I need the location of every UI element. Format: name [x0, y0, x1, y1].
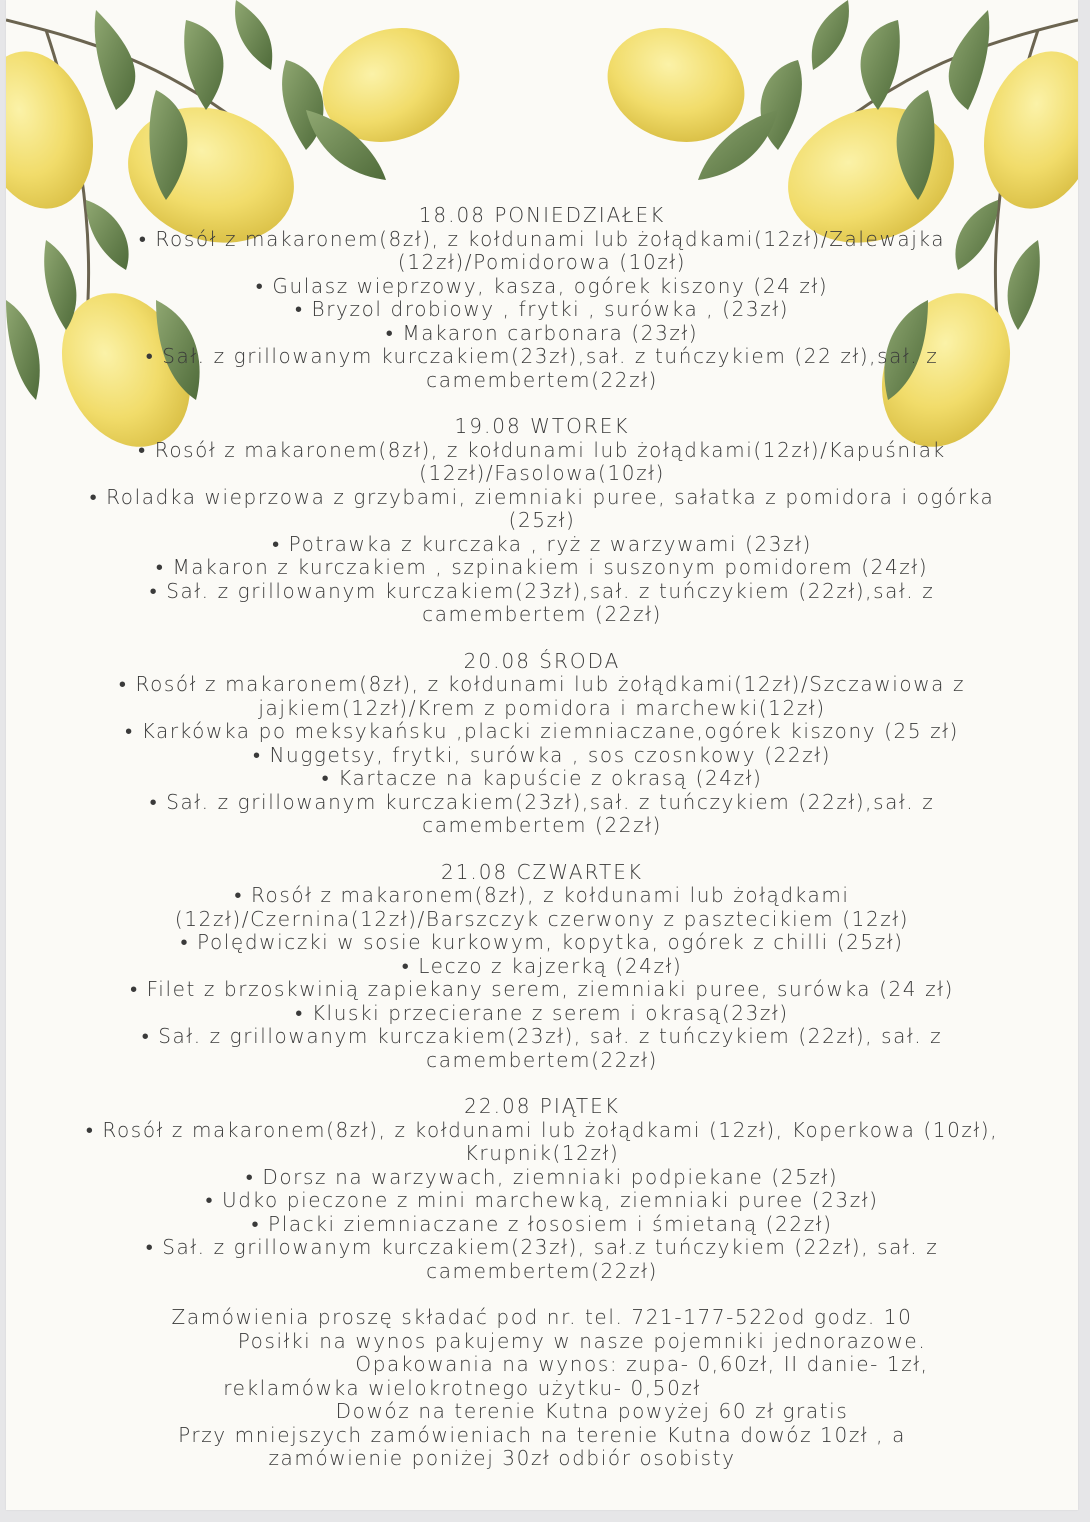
menu-item: • Makaron z kurczakiem , szpinakiem i suszonym pomidorem (24zł) — [155, 555, 929, 579]
order-phone-line: Zamówienia proszę składać pod nr. tel. 721-177-522od godz. 10 — [171, 1305, 913, 1329]
menu-item: • Placki ziemniaczane z łososiem i śmietaną (22zł) — [251, 1211, 833, 1236]
menu-item: • Polędwiczki w sosie kurkowym, kopytka, ogórek z chilli (25zł) — [180, 930, 904, 954]
menu-item: • Sał. z grillowanym kurczakiem(23zł), sał.z tuńczykiem (22zł), sał. z camembertem(22zł) — [145, 1235, 939, 1283]
menu-item: • Makaron carbonara (23zł) — [385, 320, 699, 345]
menu-item: • Rosół z makaronem(8zł), z kołdunami lub żołądkami(12zł)/Szczawiowa z jajkiem(12zł)/Krem z pomidora i marchewki(12zł) — [118, 672, 966, 720]
menu-item: • Kluski przecierane z serem i okrasą(23zł) — [295, 1000, 789, 1025]
menu-content — [6, 204, 1078, 1471]
packaging-prices-line: Opakowania na wynos: zupa- 0,60zł, II danie- 1zł, — [355, 1352, 929, 1376]
day-title: 20.08 ŚRODA — [463, 648, 621, 673]
menu-item: • Rosół z makaronem(8zł), z kołdunami lub żołądkami (12zł)/Czernina(12zł)/Barszczyk czerwony z pasztecikiem (12zł) — [174, 883, 910, 931]
free-delivery-line: Dowóz na terenie Kutna powyżej 60 zł gratis — [335, 1399, 849, 1423]
menu-item: • Rosół z makaronem(8zł), z kołdunami lub żołądkami (12zł), Koperkowa (10zł), Krupnik(12zł) — [85, 1117, 999, 1165]
menu-item: • Sał. z grillowanym kurczakiem(23zł),sał. z tuńczykiem (22 zł),sał. z camembertem(22zł) — [145, 344, 939, 392]
menu-sheet — [6, 0, 1078, 1510]
day-tuesday — [6, 415, 1078, 627]
day-friday — [6, 1095, 1078, 1283]
day-title: 19.08 WTOREK — [454, 414, 630, 438]
pickup-line: zamówienie poniżej 30zł odbiór osobisty — [268, 1446, 736, 1470]
menu-item: • Karkówka po meksykańsku ,placki ziemniaczane,ogórek kiszony (25 zł) — [125, 719, 959, 743]
bag-price-line: reklamówka wielokrotnego użytku- 0,50zł — [223, 1375, 701, 1400]
day-title: 22.08 PIĄTEK — [464, 1094, 620, 1118]
menu-item: • Sał. z grillowanym kurczakiem(23zł), sał. z tuńczykiem (22zł), sał. z camembertem(22zł) — [141, 1024, 943, 1072]
menu-item: • Leczo z kajzerką (24zł) — [401, 953, 683, 978]
day-wednesday — [6, 650, 1078, 838]
menu-item: • Sał. z grillowanym kurczakiem(23zł),sał. z tuńczykiem (22zł),sał. z camembertem (22zł) — [149, 789, 935, 837]
takeaway-containers-line: Posiłki na wynos pakujemy w nasze pojemniki jednorazowe. — [237, 1328, 927, 1353]
menu-item: • Gulasz wieprzowy, kasza, ogórek kiszony (24 zł) — [255, 273, 829, 298]
day-title: 18.08 PONIEDZIAŁEK — [418, 203, 666, 227]
delivery-fee-line: Przy mniejszych zamówieniach na terenie Kutna dowóz 10zł , a — [178, 1422, 906, 1447]
day-thursday — [6, 861, 1078, 1073]
day-monday — [6, 204, 1078, 392]
menu-item: • Potrawka z kurczaka , ryż z warzywami (23zł) — [272, 531, 812, 556]
menu-item: • Dorsz na warzywach, ziemniaki podpiekane (25zł) — [245, 1164, 839, 1189]
day-title: 21.08 CZWARTEK — [440, 859, 644, 884]
order-info — [6, 1306, 1078, 1471]
menu-item: • Kartacze na kapuście z okrasą (24zł) — [321, 766, 763, 790]
menu-item: • Sał. z grillowanym kurczakiem(23zł),sał. z tuńczykiem (22zł),sał. z camembertem (22zł) — [149, 578, 935, 626]
menu-item: • Rosół z makaronem(8zł), z kołdunami lub żołądkami(12zł)/Zalewajka (12zł)/Pomidorowa (10zł) — [138, 226, 946, 274]
menu-item: • Nuggetsy, frytki, surówka , sos czosnkowy (22zł) — [252, 742, 832, 767]
menu-item: • Roladka wieprzowa z grzybami, ziemniaki puree, sałatka z pomidora i ogórka (25zł) — [89, 484, 995, 532]
menu-item: • Rosół z makaronem(8zł), z kołdunami lub żołądkami(12zł)/Kapuśniak (12zł)/Fasolowa(10zł) — [138, 437, 946, 485]
menu-item: • Bryzol drobiowy , frytki , surówka , (23zł) — [294, 297, 790, 321]
menu-item: • Udko pieczone z mini marchewką, ziemniaki puree (23zł) — [205, 1188, 879, 1212]
menu-item: • Filet z brzoskwinią zapiekany serem, ziemniaki puree, surówka (24 zł) — [130, 977, 954, 1001]
